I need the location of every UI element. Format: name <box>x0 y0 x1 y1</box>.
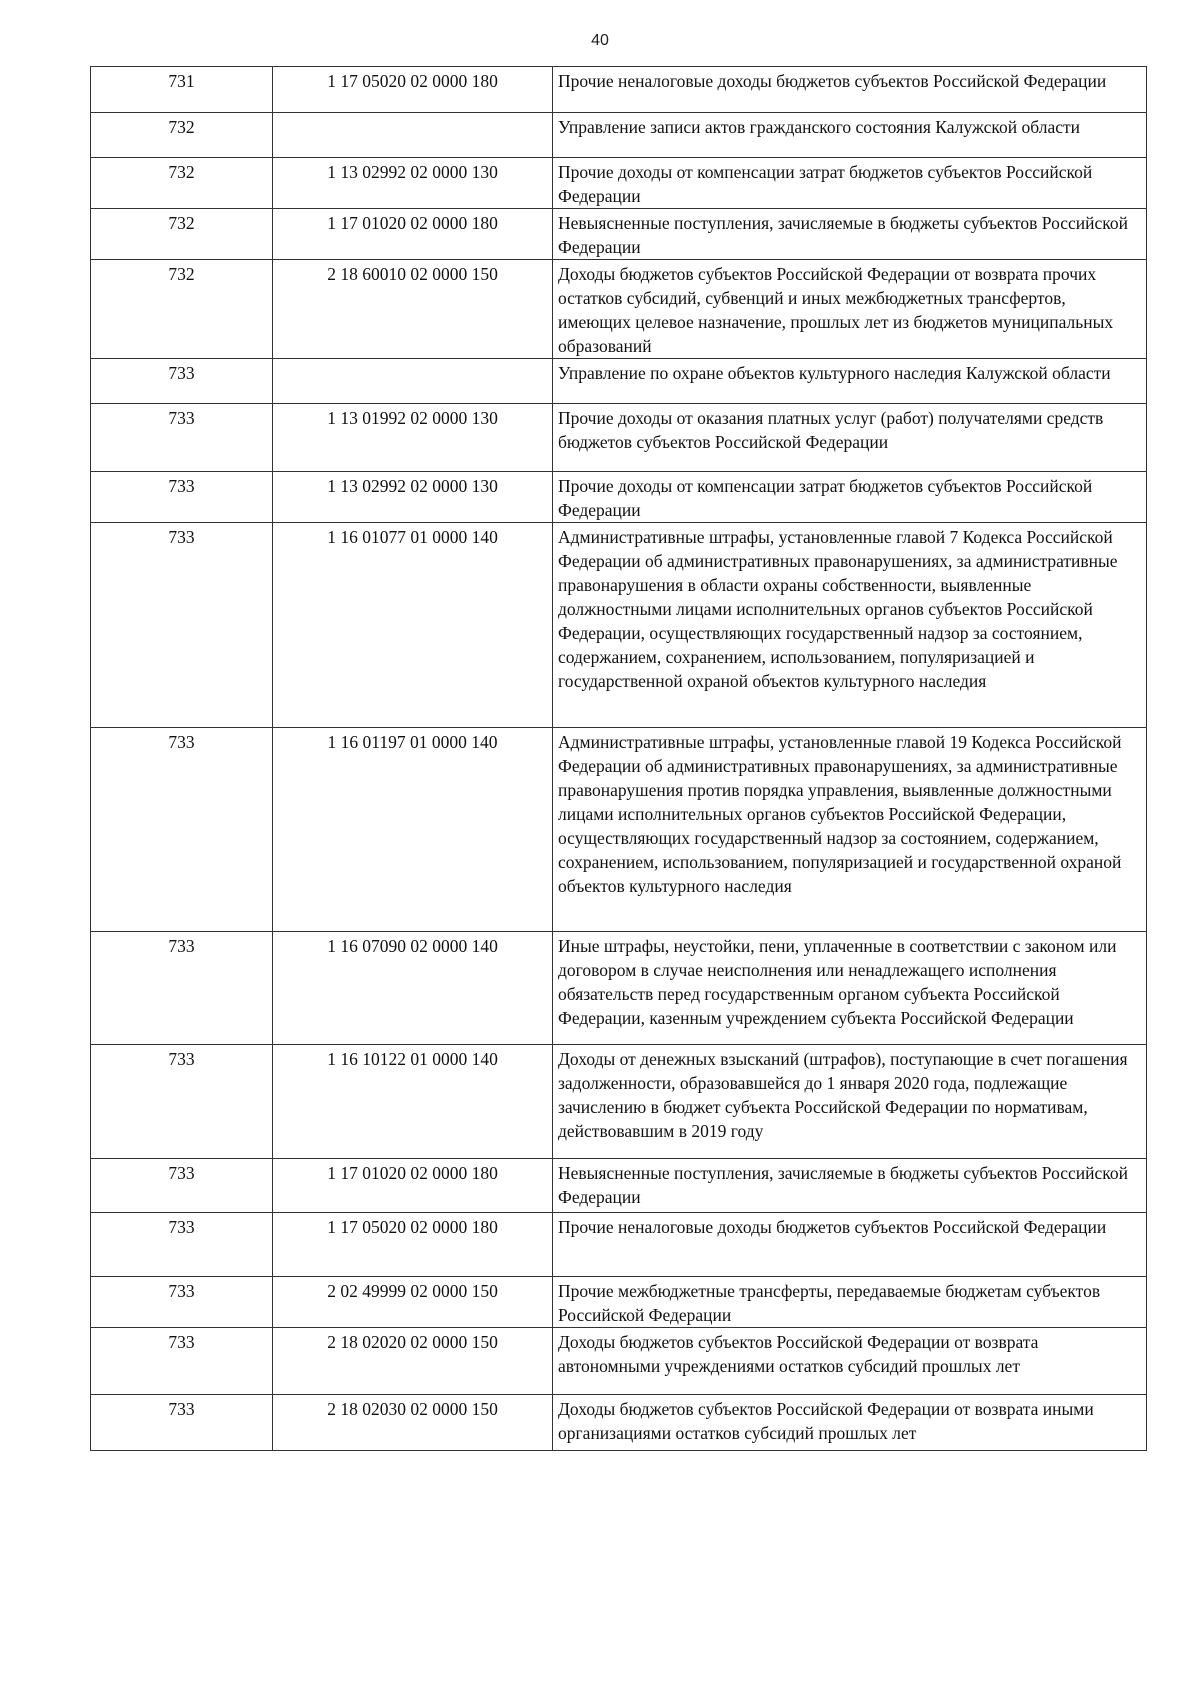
admin-code-cell: 732 <box>91 209 273 260</box>
budget-code-cell: 1 13 02992 02 0000 130 <box>273 158 553 209</box>
admin-code-cell: 733 <box>91 1213 273 1277</box>
budget-code-cell: 1 13 01992 02 0000 130 <box>273 404 553 472</box>
revenue-name-cell: Доходы бюджетов субъектов Российской Федерации от возврата прочих остатков субсидий, субвенций и иных межбюджетных трансфертов, имеющих целевое назначение, прошлых лет из бюджетов муниципальных образований <box>553 260 1147 359</box>
revenue-name-cell: Управление записи актов гражданского состояния Калужской области <box>553 113 1147 158</box>
admin-code-cell: 733 <box>91 404 273 472</box>
table-row <box>91 404 1147 472</box>
revenue-name-cell: Административные штрафы, установленные главой 7 Кодекса Российской Федерации об административных правонарушениях, за административные правонарушения в области охраны собственности, выявленные должностными лицами исполнительных органов субъектов Российской Федерации, осуществляющих государственный надзор за состоянием, содержанием, сохранением, использованием, популяризацией и государственной охраной объектов культурного наследия <box>553 523 1147 728</box>
admin-code-cell: 733 <box>91 1277 273 1328</box>
budget-code-cell: 1 16 07090 02 0000 140 <box>273 932 553 1045</box>
table-body <box>91 67 1147 1451</box>
admin-code-cell: 732 <box>91 158 273 209</box>
table-row <box>91 209 1147 260</box>
table-row <box>91 472 1147 523</box>
admin-code-cell: 733 <box>91 728 273 932</box>
admin-code-cell: 733 <box>91 1395 273 1451</box>
budget-code-cell: 1 17 01020 02 0000 180 <box>273 209 553 260</box>
table-row <box>91 113 1147 158</box>
admin-code-cell: 731 <box>91 67 273 113</box>
table-row <box>91 1395 1147 1451</box>
revenue-name-cell: Прочие межбюджетные трансферты, передаваемые бюджетам субъектов Российской Федерации <box>553 1277 1147 1328</box>
table-row <box>91 1045 1147 1159</box>
budget-code-cell: 2 18 02030 02 0000 150 <box>273 1395 553 1451</box>
revenue-name-cell: Невыясненные поступления, зачисляемые в бюджеты субъектов Российской Федерации <box>553 209 1147 260</box>
table-row <box>91 1159 1147 1213</box>
revenue-name-cell: Доходы бюджетов субъектов Российской Федерации от возврата автономными учреждениями остатков субсидий прошлых лет <box>553 1328 1147 1395</box>
revenue-name-cell: Невыясненные поступления, зачисляемые в бюджеты субъектов Российской Федерации <box>553 1159 1147 1213</box>
budget-code-cell: 2 18 60010 02 0000 150 <box>273 260 553 359</box>
revenue-name-cell: Доходы бюджетов субъектов Российской Федерации от возврата иными организациями остатков субсидий прошлых лет <box>553 1395 1147 1451</box>
budget-code-cell <box>273 359 553 404</box>
table-row <box>91 67 1147 113</box>
revenue-name-cell: Прочие неналоговые доходы бюджетов субъектов Российской Федерации <box>553 1213 1147 1277</box>
budget-code-cell: 1 17 05020 02 0000 180 <box>273 67 553 113</box>
table-row <box>91 523 1147 728</box>
revenue-name-cell: Прочие доходы от оказания платных услуг (работ) получателями средств бюджетов субъектов Российской Федерации <box>553 404 1147 472</box>
admin-code-cell: 733 <box>91 472 273 523</box>
revenue-name-cell: Доходы от денежных взысканий (штрафов), поступающие в счет погашения задолженности, образовавшейся до 1 января 2020 года, подлежащие зачислению в бюджет субъекта Российской Федерации по нормативам, действовавшим в 2019 году <box>553 1045 1147 1159</box>
admin-code-cell: 733 <box>91 1328 273 1395</box>
admin-code-cell: 733 <box>91 1045 273 1159</box>
admin-code-cell: 733 <box>91 1159 273 1213</box>
admin-code-cell: 733 <box>91 932 273 1045</box>
budget-code-cell: 1 17 05020 02 0000 180 <box>273 1213 553 1277</box>
admin-code-cell: 733 <box>91 359 273 404</box>
table-row <box>91 1328 1147 1395</box>
table-row <box>91 932 1147 1045</box>
revenue-name-cell: Прочие доходы от компенсации затрат бюджетов субъектов Российской Федерации <box>553 158 1147 209</box>
budget-code-cell: 1 17 01020 02 0000 180 <box>273 1159 553 1213</box>
table-row <box>91 1213 1147 1277</box>
admin-code-cell: 732 <box>91 113 273 158</box>
revenue-name-cell: Иные штрафы, неустойки, пени, уплаченные в соответствии с законом или договором в случае неисполнения или ненадлежащего исполнения обязательств перед государственным органом субъекта Российской Федерации, казенным учреждением субъекта Российской Федерации <box>553 932 1147 1045</box>
table-row <box>91 728 1147 932</box>
budget-code-cell: 1 16 01077 01 0000 140 <box>273 523 553 728</box>
revenue-codes-table <box>90 66 1147 1451</box>
page-number: 40 <box>591 32 609 49</box>
budget-code-cell <box>273 113 553 158</box>
budget-code-cell: 1 16 01197 01 0000 140 <box>273 728 553 932</box>
table-row <box>91 1277 1147 1328</box>
revenue-name-cell: Управление по охране объектов культурного наследия Калужской области <box>553 359 1147 404</box>
admin-code-cell: 732 <box>91 260 273 359</box>
table-row <box>91 158 1147 209</box>
table-row <box>91 260 1147 359</box>
revenue-name-cell: Административные штрафы, установленные главой 19 Кодекса Российской Федерации об административных правонарушениях, за административные правонарушения против порядка управления, выявленные должностными лицами исполнительных органов субъектов Российской Федерации, осуществляющих государственный надзор за состоянием, содержанием, сохранением, использованием, популяризацией и государственной охраной объектов культурного наследия <box>553 728 1147 932</box>
table-row <box>91 359 1147 404</box>
revenue-name-cell: Прочие неналоговые доходы бюджетов субъектов Российской Федерации <box>553 67 1147 113</box>
budget-code-cell: 2 18 02020 02 0000 150 <box>273 1328 553 1395</box>
budget-code-cell: 1 16 10122 01 0000 140 <box>273 1045 553 1159</box>
budget-code-cell: 1 13 02992 02 0000 130 <box>273 472 553 523</box>
budget-code-cell: 2 02 49999 02 0000 150 <box>273 1277 553 1328</box>
admin-code-cell: 733 <box>91 523 273 728</box>
revenue-name-cell: Прочие доходы от компенсации затрат бюджетов субъектов Российской Федерации <box>553 472 1147 523</box>
